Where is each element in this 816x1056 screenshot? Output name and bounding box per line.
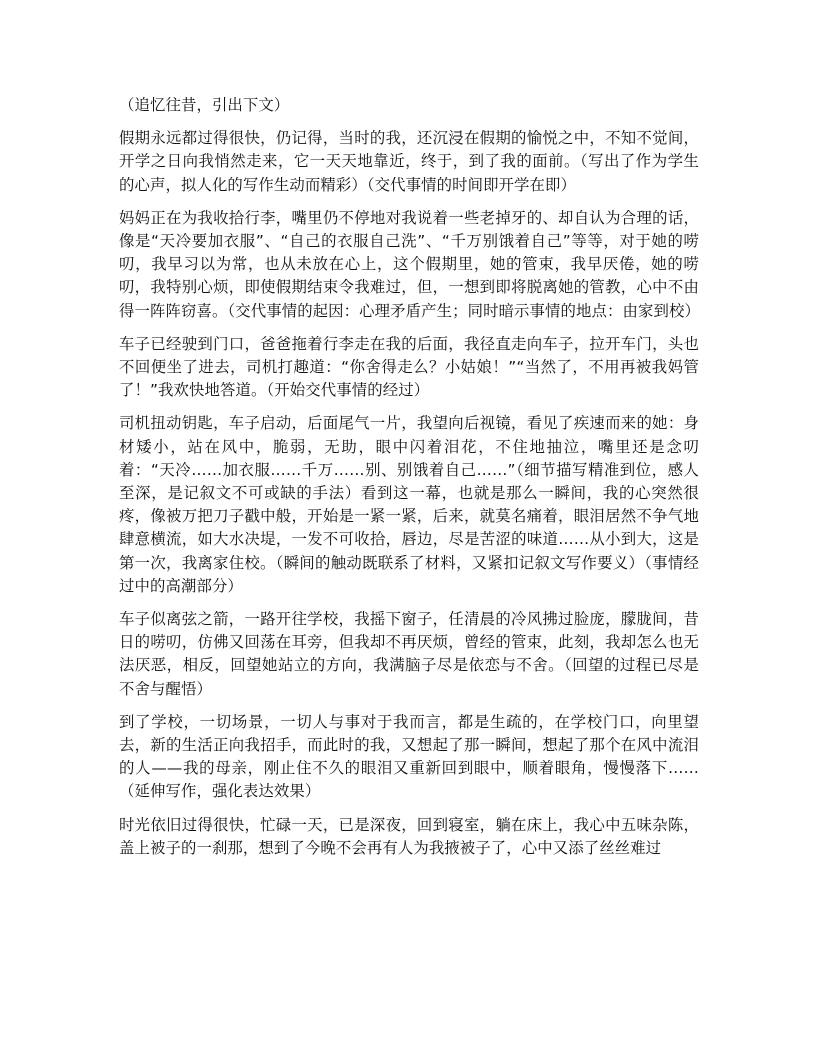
document-page <box>119 94 699 870</box>
paragraph-intro-note: （追忆往昔，引出下文） <box>119 96 290 114</box>
paragraph-night-dorm: 时光依旧过得很快，忙碌一天，已是深夜，回到寝室，躺在床上，我心中五味杂陈，盖上被子的一刹那，想到了今晚不会再有人为我掖被子了，心中又添了丝丝难过 <box>119 815 699 857</box>
paragraph-mother-packing: 妈妈正在为我收拾行李，嘴里仍不停地对我说着一些老掉牙的、却自认为合理的话，像是“天冷要加衣服”、“自己的衣服自己洗”、“千万别饿着自己”等等，对于她的唠叨，我早习以为常，也从未放在心上，这个假期里，她的管束，我早厌倦，她的唠叨，我特别心烦，即使假期结束令我难过，但，一想到即将脱离她的管教，心中不由得一阵阵窃喜。（交代事情的起因：心理矛盾产生；同时暗示事情的地点：由家到校） <box>119 208 700 320</box>
paragraph-holiday-ending: 假期永远都过得很快，仍记得，当时的我，还沉浸在假期的愉悦之中，不知不觉间，开学之日向我悄然走来，它一天天地靠近，终于，到了我的面前。（写出了作为学生的心声，拟人化的写作生动而精彩）（交代事情的时间即开学在即） <box>119 129 699 194</box>
paragraph-arrival-school: 到了学校，一切场景，一切人与事对于我而言，都是生疏的，在学校门口，向里望去，新的生活正向我招手，而此时的我，又想起了那一瞬间，想起了那个在风中流泪的人——我的母亲，刚止住不久的眼泪又重新回到眼中，顺着眼角，慢慢落下……（延伸写作，强化表达效果） <box>119 712 699 801</box>
paragraph-car-departure: 车子已经驶到门口，爸爸拖着行李走在我的后面，我径直走向车子，拉开车门，头也不回便坐了进去，司机打趣道：“你舍得走么？小姑娘！”“当然了，不用再被我妈管了！”我欢快地答道。（开始交代事情的经过） <box>119 334 699 400</box>
paragraph-rearview-mirror: 司机扭动钥匙，车子启动，后面尾气一片，我望向后视镜，看见了疾速而来的她：身材矮小，站在风中，脆弱，无助，眼中闪着泪花，不住地抽泣，嘴里还是念叨着：“天冷……加衣服……千万……别、别饿着自己……”（细节描写精准到位，感人至深，是记叙文不可或缺的手法）看到这一幕，也就是那么一瞬间，我的心突然很疼，像被万把刀子戳中般，开始是一紧一紧，后来，就莫名痛着，眼泪居然不争气地肆意横流，如大水决堤，一发不可收拾，唇边，尽是苦涩的味道……从小到大，这是第一次，我离家住校。（瞬间的触动既联系了材料，又紧扣记叙文写作要义）（事情经过中的高潮部分） <box>119 414 699 595</box>
paragraph-road-to-school: 车子似离弦之箭，一路开往学校，我摇下窗子，任清晨的冷风拂过脸庞，朦胧间，昔日的唠叨，仿佛又回荡在耳旁，但我却不再厌烦，曾经的管束，此刻，我却怎么也无法厌恶，相反，回望她站立的方向，我满脑子尽是依恋与不舍。（回望的过程已尽是不舍与醒悟） <box>119 610 699 698</box>
